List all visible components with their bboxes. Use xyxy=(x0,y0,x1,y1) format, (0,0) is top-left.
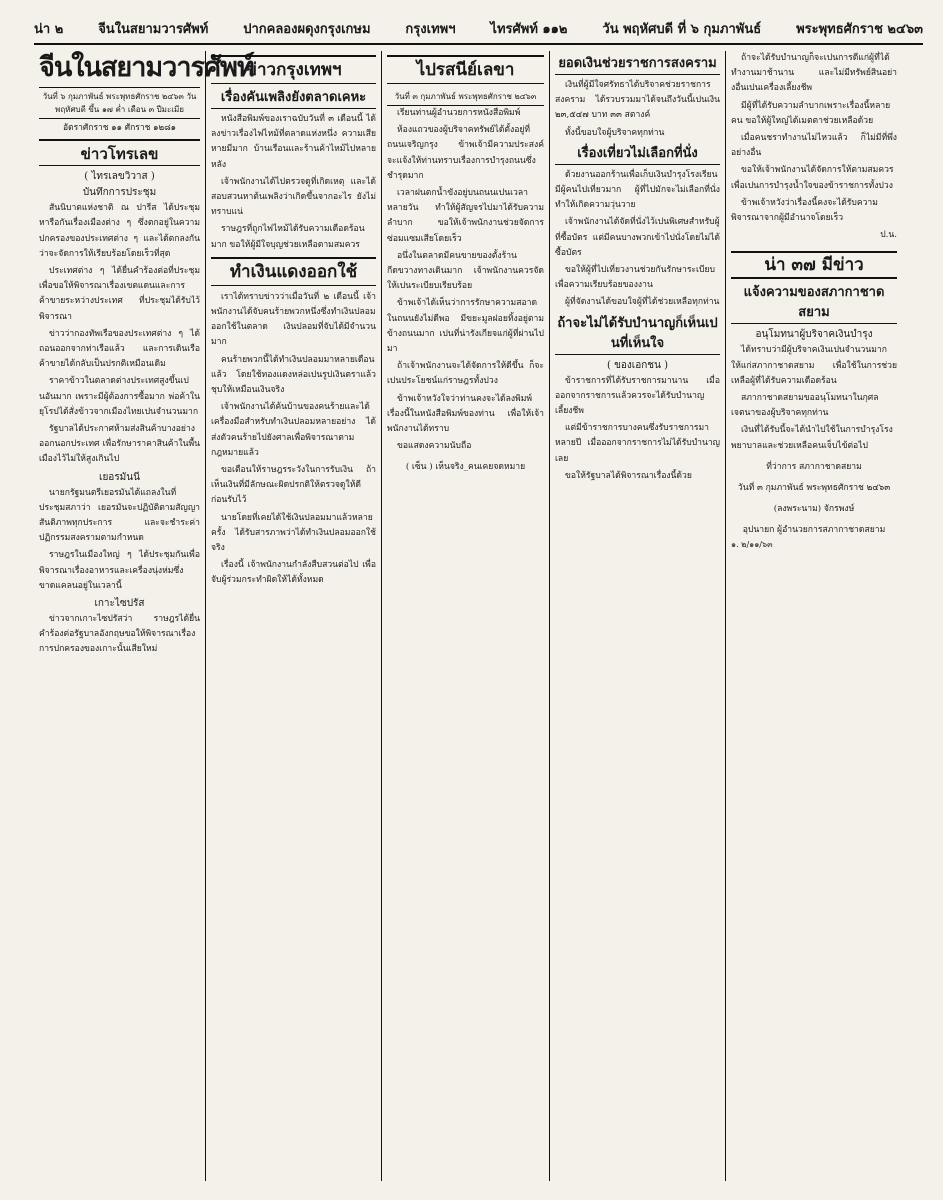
section-title-letters: ไปรสนีย์เลขา xyxy=(387,55,544,84)
column-4 xyxy=(550,51,726,1181)
signature-name: (ลงพระนาม) จักรพงษ์ xyxy=(773,504,855,515)
signature-date: วันที่ ๓ กุมภาพันธ์ พระพุทธศักราช ๒๔๖๓ xyxy=(737,483,891,494)
footnote: ๑. ๒/๑๑/๖๓ xyxy=(731,539,773,549)
running-header xyxy=(34,18,923,45)
paragraph: เจ้าพนักงานได้จัดที่นั่งไว้เปนพิเศษสำหรับผู้ที่ซื้อบัตร แต่มีคนบางพวกเข้าไปนั่งโดยไม่ได้ซื้อบัตร xyxy=(555,217,720,258)
column-2 xyxy=(206,51,382,1181)
masthead-price: อัตราศักราช ๑๑ ศักราช ๑๒๘๑ xyxy=(39,119,200,141)
letter-salutation: เรียนท่านผู้อำนวยการหนังสือพิมพ์ xyxy=(397,108,521,118)
paragraph: ได้ทราบว่ามีผู้บริจาคเงินเปนจำนวนมาก ให้แก่สภากาชาดสยาม เพื่อใช้ในการช่วยเหลือผู้ที่ได้รับความเดือดร้อน xyxy=(731,345,897,386)
paragraph: ราษฎรในเมืองใหญ่ ๆ ได้ประชุมกันเพื่อพิจารณาเรื่องอาหารและเครื่องนุ่งห่มซึ่งขาดแคลนอยู่ในเวลานี้ xyxy=(39,550,200,591)
section-title-telegraph: ข่าวโทรเลข xyxy=(39,143,200,166)
section-subtitle-2: บันทึกการประชุม xyxy=(82,187,157,199)
paragraph: นายโดยที่เคยได้ใช้เงินปลอมมาแล้วหลายครั้ง ได้รับสารภาพว่าได้ทำเงินปลอมออกใช้จริง xyxy=(211,512,376,554)
letter-signature: ( เซ็น ) เห็นจริง_คนเคยจดหมาย xyxy=(405,462,526,473)
article-headline: เรื่องคันเพลิงยังตลาดเคหะ xyxy=(211,88,376,109)
paragraph: ขอแสดงความนับถือ xyxy=(397,441,472,452)
article-headline: ถ้าจะไม่ได้รับบำนาญก็เห็นเปนที่เห็นใจ xyxy=(555,314,720,355)
issue-date: วัน พฤหัศบดี ที่ ๖ กุมภาพันธ์ xyxy=(602,22,762,37)
paragraph: ข่าวว่ากองทัพเรือของประเทศต่าง ๆ ได้ถอนออกจากท่าเรือแล้ว และการเดินเรือค้าขายได้กลับเป็นปรกติเหมือนเดิม xyxy=(39,328,200,370)
paragraph: ราคาข้าวในตลาดต่างประเทศสูงขึ้นเปนอันมาก เพราะมีผู้ต้องการซื้อมาก พ่อค้าในยุโรปได้สั่งข้าวจากเมืองไทยเปนจำนวนมาก xyxy=(39,376,200,417)
page-label: น่า ๒ xyxy=(34,22,64,37)
paragraph: สภากาชาดสยามขออนุโมทนาในกุศลเจตนาของผู้บริจาคทุกท่าน xyxy=(731,393,879,419)
section-title-cyprus: เกาะไซปรัส xyxy=(94,598,145,610)
paragraph: หนังสือพิมพ์ของเราฉบับวันที่ ๓ เดือนนี้ ได้ลงข่าวเรื่องไฟไหม้ที่ตลาดแห่งหนึ่ง ความเสียหายมีมาก บ้านเรือนและร้านค้าไหม้ไปหลายหลัง xyxy=(211,114,376,170)
city: กรุงเทพฯ xyxy=(405,22,456,37)
paragraph: เรื่องนี้ เจ้าพนักงานกำลังสืบสวนต่อไป เพื่อจับผู้ร่วมกระทำผิดให้ได้ทั้งหมด xyxy=(211,560,376,586)
article-headline: ทำเงินแดงออกใช้ xyxy=(211,257,376,286)
paragraph: ผู้ที่จัดงานได้ขอบใจผู้ที่ได้ช่วยเหลือทุกท่าน xyxy=(565,297,720,308)
article-headline: แจ้งความของสภากาชาดสยาม xyxy=(731,283,897,324)
paragraph: ราษฎรที่ถูกไฟไหม้ได้รับความเดือดร้อนมาก ขอให้ผู้มีใจบุญช่วยเหลือตามสมควร xyxy=(211,224,365,250)
article-signoff: ป.น. xyxy=(880,230,897,241)
paragraph: เจ้าพนักงานได้ค้นบ้านของคนร้ายและได้เครื่องมือสำหรับทำเงินปลอมหลายอย่าง ได้ส่งตัวคนร้ายไปยังศาลเพื่อพิจารณาตามกฎหมายแล้ว xyxy=(211,402,376,458)
paragraph: ข่าวจากเกาะไซปรัสว่า ราษฎรได้ยื่นคำร้องต่อรัฐบาลอังกฤษขอให้พิจารณาเรื่องการปกครองของเกาะนั้นเสียใหม่ xyxy=(39,614,200,655)
article-subtitle: ( ของเอกชน ) xyxy=(607,359,668,371)
paragraph: ขอให้รัฐบาลได้พิจารณาเรื่องนี้ด้วย xyxy=(565,470,692,481)
masthead-dateline: วันที่ ๖ กุมภาพันธ์ พระพุทธศักราช ๒๔๖๓ วัน พฤหัศบดี ขึ้น ๑๗ ค่ำ เดือน ๓ ปีมะเมีย xyxy=(39,88,200,119)
signature-title: อุปนายก ผู้อำนวยการสภากาชาดสยาม xyxy=(742,525,886,536)
paragraph: ข้าพเจ้าได้เห็นว่าการรักษาความสอาดในถนนยังไม่ดีพอ มีขยะมูลฝอยทิ้งอยู่ตามข้างถนนมาก เปนที่น่ารังเกียจแก่ผู้ที่ผ่านไปมา xyxy=(387,298,544,355)
paragraph: ขอให้ผู้ที่ไปเที่ยวงานช่วยกันรักษาระเบียบ เพื่อความเรียบร้อยของงาน xyxy=(555,265,715,291)
paragraph: เงินที่ผู้มีใจศรัทธาได้บริจาคช่วยราชการสงคราม ได้รวบรวมมาได้จนถึงวันนี้เปนเงิน ๒๓,๕๔๗ บาท ๓๓ สตางค์ xyxy=(555,80,720,121)
masthead: จีนในสยามวารศัพท์ xyxy=(39,51,200,88)
paragraph: ด้วยงานออกร้านเพื่อเก็บเงินบำรุงโรงเรียน มีผู้คนไปเที่ยวมาก ผู้ที่ไปมักจะไม่เลือกที่นั่ง ทำให้เกิดความวุ่นวาย xyxy=(555,169,720,211)
article-headline: เรื่องเที่ยวไม่เลือกที่นั่ง xyxy=(555,144,720,165)
letter-dateline: วันที่ ๓ กุมภาพันธ์ พระพุทธศักราช ๒๔๖๓ xyxy=(387,88,544,106)
paragraph: เราได้ทราบข่าวว่าเมื่อวันที่ ๒ เดือนนี้ เจ้าพนักงานได้จับคนร้ายพวกหนึ่งซึ่งทำเงินปลอมออกใช้ในตลาด เงินปลอมที่จับได้มีจำนวนมาก xyxy=(211,291,376,348)
phone: ไทรศัพท์ ๑๑๒ xyxy=(490,22,568,37)
paragraph: มีผู้ที่ได้รับความลำบากเพราะเรื่องนี้หลายคน ขอให้ผู้ใหญ่ได้เมตตาช่วยเหลือด้วย xyxy=(731,100,891,126)
paragraph: อนึ่งในตลาดมีคนขายของตั้งร้านกีดขวางทางเดินมาก เจ้าพนักงานควรจัดให้เปนระเบียบเรียบร้อย xyxy=(387,250,544,292)
column-5 xyxy=(726,51,902,1181)
paragraph: เงินที่ได้รับนี้จะได้นำไปใช้ในการบำรุงโรงพยาบาลและช่วยเหลือคนเจ็บไข้ต่อไป xyxy=(731,425,893,451)
paragraph: สันนิบาตแห่งชาติ ณ ปารีส ได้ประชุมหารือกันเรื่องเมืองต่าง ๆ ซึ่งตกอยู่ในความปกครองของประเทศต่าง ๆ และได้ตกลงกันว่าจะจัดการให้เรียบร้อยโดยเร็วที่สุด xyxy=(39,203,200,259)
paragraph: คนร้ายพวกนี้ได้ทำเงินปลอมมาหลายเดือนแล้ว โดยใช้ทองแดงหล่อเปนรูปเงินตราแล้วชุบให้เหมือนเงินจริง xyxy=(211,354,376,396)
paragraph: ถ้าเจ้าพนักงานจะได้จัดการให้ดีขึ้น ก็จะเปนประโยชน์แก่ราษฎรทั้งปวง xyxy=(387,361,544,387)
paragraph: นายกรัฐมนตรีเยอรมันได้แถลงในที่ประชุมสภาว่า เยอรมันจะปฏิบัติตามสัญญาสันติภาพทุกประการ และจะชำระค่าปฏิกรรมสงครามตามกำหนด xyxy=(39,487,200,544)
section-title-bangkok-news: ข่าวกรุงเทพฯ xyxy=(211,55,376,84)
section-title-news: น่า ๓๗ มีข่าว xyxy=(731,251,897,279)
section-title-germany: เยอรมันนี xyxy=(99,471,140,483)
paragraph: ห้องแถวของผู้บริจาคทรัพย์ได้ตั้งอยู่ที่ถนนเจริญกรุง ข้าพเจ้ามีความประสงค์จะแจ้งให้ท่านทราบเรื่องการบำรุงถนนซึ่งชำรุดมาก xyxy=(387,125,544,181)
paragraph: ข้าราชการที่ได้รับราชการมานาน เมื่อออกจากราชการแล้วควรจะได้รับบำนาญเลี้ยงชีพ xyxy=(555,375,720,417)
article-headline: ยอดเงินช่วยราชการสงคราม xyxy=(555,54,720,75)
publish-place: ปากคลองผดุงกรุงเกษม xyxy=(243,22,371,37)
era: พระพุทธศักราช ๒๔๖๓ xyxy=(796,22,923,37)
signature-place: ที่ว่าการ สภากาชาดสยาม xyxy=(766,461,862,472)
columns xyxy=(34,51,923,1181)
paragraph: ขอเตือนให้ราษฎรระวังในการรับเงิน ถ้าเห็นเงินที่มีลักษณะผิดปรกติให้ตรวจดูให้ดีก่อนรับไว้ xyxy=(211,465,376,506)
paper-name: จีนในสยามวารศัพท์ xyxy=(98,22,209,37)
section-subtitle: ( ไทรเลขวิวาส ) xyxy=(84,171,155,183)
column-3 xyxy=(382,51,550,1181)
paragraph: เจ้าพนักงานได้ไปตรวจดูที่เกิดเหตุ และได้สอบสวนหาต้นเพลิงว่าเกิดขึ้นจากอะไร ยังไม่ทราบแน่ xyxy=(211,176,376,218)
paragraph: ประเทศต่าง ๆ ได้ยื่นคำร้องต่อที่ประชุมเพื่อขอให้พิจารณาเรื่องเขตแดนและการค้าขายระหว่างประเทศ ที่ประชุมได้รับไว้พิจารณา xyxy=(39,266,200,322)
article-subtitle: อนุโมทนาผู้บริจาคเงินบำรุง xyxy=(755,329,873,341)
paragraph: เวลาฝนตกน้ำขังอยู่บนถนนเปนเวลาหลายวัน ทำให้ผู้สัญจรไปมาได้รับความลำบาก ขอให้เจ้าพนักงานช่วยจัดการซ่อมแซมเสียโดยเร็ว xyxy=(387,188,544,244)
paragraph: ทั้งนี้ขอบใจผู้บริจาคทุกท่าน xyxy=(565,127,665,138)
paragraph: แต่มีข้าราชการบางคนซึ่งรับราชการมาหลายปี เมื่อออกจากราชการไม่ได้รับบำนาญเลย xyxy=(555,423,720,464)
column-1 xyxy=(34,51,254,1181)
paragraph: ข้าพเจ้าหวังใจว่าท่านคงจะได้ลงพิมพ์เรื่องนี้ในหนังสือพิมพ์ของท่าน เพื่อให้เจ้าพนักงานได้ทราบ xyxy=(387,393,544,435)
paragraph: รัฐบาลได้ประกาศห้ามส่งสินค้าบางอย่างออกนอกประเทศ เพื่อรักษาราคาสินค้าในพื้นเมืองไว้ไม่ให้สูงเกินไป xyxy=(39,424,200,465)
paragraph: ขอให้เจ้าพนักงานได้จัดการให้ตามสมควร เพื่อเปนการบำรุงน้ำใจของข้าราชการทั้งปวง xyxy=(731,165,894,191)
paragraph: ถ้าจะได้รับบำนาญก็จะเปนการดีแก่ผู้ที่ได้ทำงานมาช้านาน และไม่มีทรัพย์สินอย่างอื่นเปนเครื่องเลี้ยงชีพ xyxy=(731,53,897,94)
paragraph: เมื่อคนชราทำงานไม่ไหวแล้ว ก็ไม่มีที่พึ่งอย่างอื่น xyxy=(731,133,897,159)
paragraph: ข้าพเจ้าหวังว่าเรื่องนี้คงจะได้รับความพิจารณาจากผู้มีอำนาจโดยเร็ว xyxy=(731,197,878,224)
